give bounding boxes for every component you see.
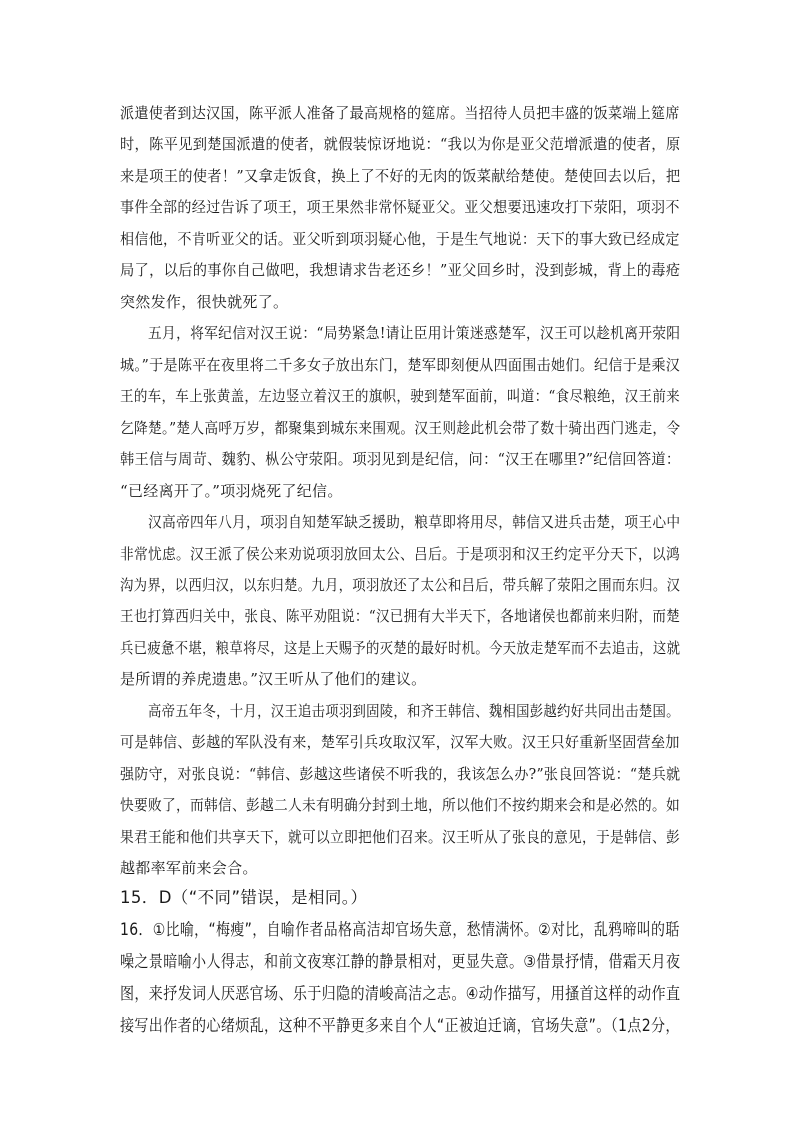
text-line: 五月，将军纪信对汉王说：“局势紧急!请让臣用计策迷惑楚军，汉王可以趁机离开荥阳 [148,324,681,342]
text-line: 王的车，车上张黄盖，左边竖立着汉王的旗帜，驶到楚军面前，叫道：“食尽粮绝，汉王前来 [120,387,680,405]
text-line: “已经离开了。”项羽烧死了纪信。 [120,482,343,500]
text-line: 突然发作，很快就死了。 [120,293,289,311]
text-line: 韩王信与周苛、魏豹、枞公守荥阳。项羽见到是纪信，问：“汉王在哪里?”纪信回答道： [120,450,681,468]
text-line: 局了，以后的事你自己做吧，我想请求告老还乡！”亚父回乡时，没到彭城，背上的毒疮 [120,261,681,279]
text-line: 高帝五年冬，十月，汉王追击项羽到固陵，和齐王韩信、魏相国彭越约好共同出击楚国。 [148,702,680,720]
text-line: 兵已疲惫不堪，粮草将尽，这是上天赐予的灭楚的最好时机。今天放走楚军而不去追击，这就 [120,639,681,657]
answer-16-line: 噪之景暗喻小人得志，和前文夜寒江静的静景相对，更显失意。③借景抒情，借霜天月夜 [120,952,681,971]
text-line: 乞降楚。”楚人高呼万岁，都聚集到城东来围观。汉王则趁此机会带了数十骑出西门逃走，令 [120,419,681,437]
text-line: 派遣使者到达汉国，陈平派人准备了最高规格的筵席。当招待人员把丰盛的饭菜端上筵席 [120,104,680,122]
text-line: 来是项王的使者！”又拿走饭食，换上了不好的无肉的饭菜献给楚使。楚使回去以后，把 [120,167,681,185]
text-line: 沟为界，以西归汉，以东归楚。九月，项羽放还了太公和吕后，带兵解了荥阳之围而东归。汉 [120,576,681,594]
text-line: 快要败了，而韩信、彭越二人未有明确分封到土地，所以他们不按约期来会和是必然的。如 [120,796,680,814]
text-line: 城。”于是陈平在夜里将二千多女子放出东门，楚军即刻便从四面围击她们。纪信于是乘汉 [120,356,681,374]
text-line: 王也打算西归关中，张良、陈平劝阻说：“汉已拥有大半天下，各地诸侯也都前来归附，而楚 [120,607,680,625]
answer-16-line: 接写出作者的心绪烦乱，这种不平静更多来自个人“正被迫迁谪，官场失意”。（1点2分， [120,1016,680,1035]
answer-15: 15．D（“不同”错误，是相同。） [120,888,368,907]
text-line: 相信他，不肯听亚父的话。亚父听到项羽疑心他，于是生气地说：天下的事大致已经成定 [120,230,680,248]
text-line: 时，陈平见到楚国派遣的使者，就假装惊讶地说：“我以为你是亚父范增派遣的使者，原 [120,135,681,153]
answer-16-line: 16．①比喻，“梅瘦”，自喻作者品格高洁却官场失意，愁情满怀。②对比，乱鸦啼叫的聒 [120,920,680,939]
text-line: 非常忧虑。汉王派了侯公来劝说项羽放回太公、吕后。于是项羽和汉王约定平分天下，以鸿 [120,545,680,563]
text-line: 越都率军前来会合。 [120,859,258,877]
text-line: 事件全部的经过告诉了项王，项王果然非常怀疑亚父。亚父想要迅速攻打下荥阳，项羽不 [120,198,680,216]
text-line: 可是韩信、彭越的军队没有来，楚军引兵攻取汉军，汉军大败。汉王只好重新坚固营垒加 [120,733,680,751]
text-line: 是所谓的养虎遗患。”汉王听从了他们的建议。 [120,670,427,688]
answer-16-line: 图，来抒发词人厌恶官场、乐于归隐的清峻高洁之志。④动作描写，用搔首这样的动作直 [120,984,681,1003]
text-line: 汉高帝四年八月，项羽自知楚军缺乏援助，粮草即将用尽，韩信又进兵击楚，项王心中 [148,513,681,531]
text-line: 果君王能和他们共享天下，就可以立即把他们召来。汉王听从了张良的意见，于是韩信、彭 [120,828,680,846]
text-line: 强防守，对张良说：“韩信、彭越这些诸侯不听我的，我该怎么办?”张良回答说：“楚兵就 [120,765,681,783]
